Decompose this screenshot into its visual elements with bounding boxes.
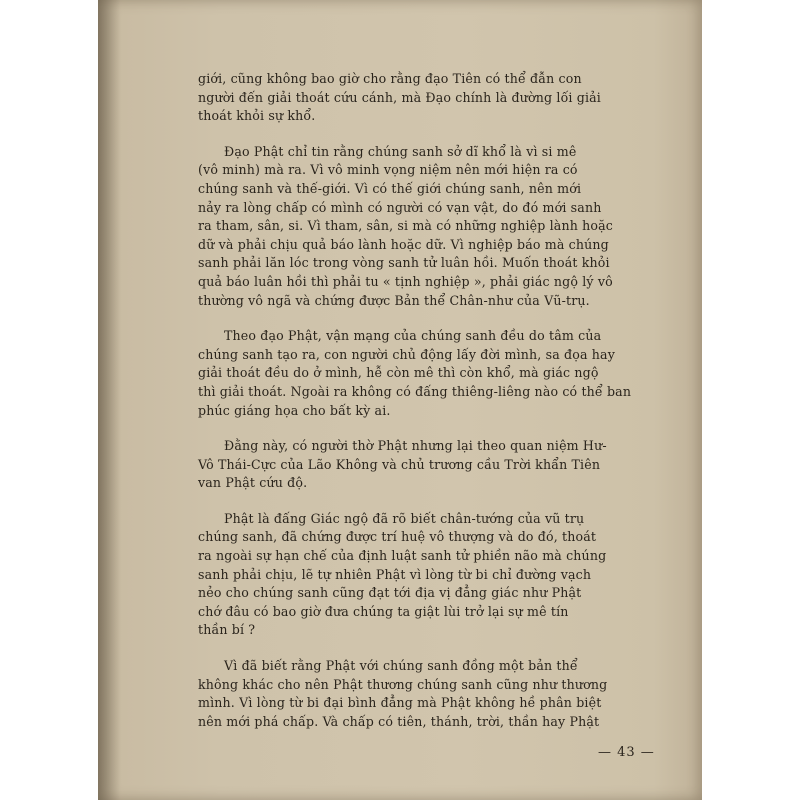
- text-line: nên mới phá chấp. Và chấp có tiên, thánh, trời, thần hay Phật: [198, 713, 600, 729]
- text-line: Theo đạo Phật, vận mạng của chúng sanh đều do tâm của: [224, 328, 602, 344]
- text-line: thoát khỏi sự khổ.: [198, 108, 316, 124]
- text-line: nẻo cho chúng sanh cũng đạt tới địa vị đẳng giác như Phật: [198, 585, 582, 601]
- text-line: Đằng này, có người thờ Phật nhưng lại theo quan niệm Hư-: [224, 438, 607, 454]
- text-line: chúng sanh và thế-giới. Vì có thế giới chúng sanh, nên mới: [198, 180, 582, 196]
- page-number: — 43 —: [598, 745, 655, 760]
- paragraph-2: [198, 143, 660, 310]
- text-line: ra tham, sân, si. Vì tham, sân, si mà có những nghiệp lành hoặc: [198, 218, 613, 234]
- text-line: sanh phải lăn lóc trong vòng sanh tử luân hồi. Muốn thoát khỏi: [198, 255, 610, 271]
- text-line: Vì đã biết rằng Phật với chúng sanh đồng một bản thể: [224, 658, 578, 674]
- text-line: mình. Vì lòng từ bi đại bình đẳng mà Phật không hề phân biệt: [198, 695, 602, 711]
- text-line: van Phật cứu độ.: [198, 475, 308, 491]
- text-line: thường vô ngã và chứng được Bản thể Chân-như của Vũ-trụ.: [198, 292, 590, 308]
- paragraph-4: [198, 437, 660, 493]
- paragraph-6: [198, 657, 660, 731]
- text-line: nảy ra lòng chấp có mình có người có vạn vật, do đó mới sanh: [198, 199, 602, 215]
- text-line: chúng sanh, đã chứng được trí huệ vô thượng và do đó, thoát: [198, 529, 597, 545]
- text-line: Vô Thái-Cực của Lão Không và chủ trương cầu Trời khẩn Tiên: [198, 456, 601, 472]
- text-line: người đến giải thoát cứu cánh, mà Đạo chính là đường lối giải: [198, 89, 601, 105]
- spine-shadow: [98, 0, 120, 800]
- text-line: thì giải thoát. Ngoài ra không có đấng thiêng-liêng nào có thể ban: [198, 383, 632, 399]
- paragraph-1: [198, 70, 660, 126]
- text-line: chúng sanh tạo ra, con người chủ động lấy đời mình, sa đọa hay: [198, 346, 615, 362]
- page-body: [198, 70, 660, 748]
- paragraph-5: [198, 510, 660, 640]
- text-line: quả báo luân hồi thì phải tu « tịnh nghiệp », phải giác ngộ lý vô: [198, 273, 613, 289]
- text-line: phúc giáng họa cho bất kỳ ai.: [198, 402, 391, 418]
- text-line: giải thoát đều do ở mình, hễ còn mê thì còn khổ, mà giác ngộ: [198, 365, 599, 381]
- text-line: ra ngoài sự hạn chế của định luật sanh tử phiền não mà chúng: [198, 548, 607, 564]
- text-line: không khác cho nên Phật thương chúng sanh cũng như thương: [198, 676, 608, 692]
- text-line: Đạo Phật chỉ tin rằng chúng sanh sở dĩ khổ là vì si mê: [224, 143, 577, 159]
- paragraph-3: [198, 327, 660, 420]
- text-line: Phật là đấng Giác ngộ đã rõ biết chân-tướng của vũ trụ: [224, 510, 585, 526]
- text-line: (vô minh) mà ra. Vì vô minh vọng niệm nên mới hiện ra có: [198, 162, 578, 178]
- text-line: giới, cũng không bao giờ cho rằng đạo Tiên có thể đẫn con: [198, 71, 582, 86]
- text-line: dữ và phải chịu quả báo lành hoặc dữ. Vì nghiệp báo mà chúng: [198, 236, 609, 252]
- text-line: thần bí ?: [198, 622, 256, 638]
- text-line: chớ đâu có bao giờ đưa chúng ta giật lùi trở lại sự mê tín: [198, 603, 569, 619]
- text-line: sanh phải chịu, lẽ tự nhiên Phật vì lòng từ bi chỉ đường vạch: [198, 566, 592, 582]
